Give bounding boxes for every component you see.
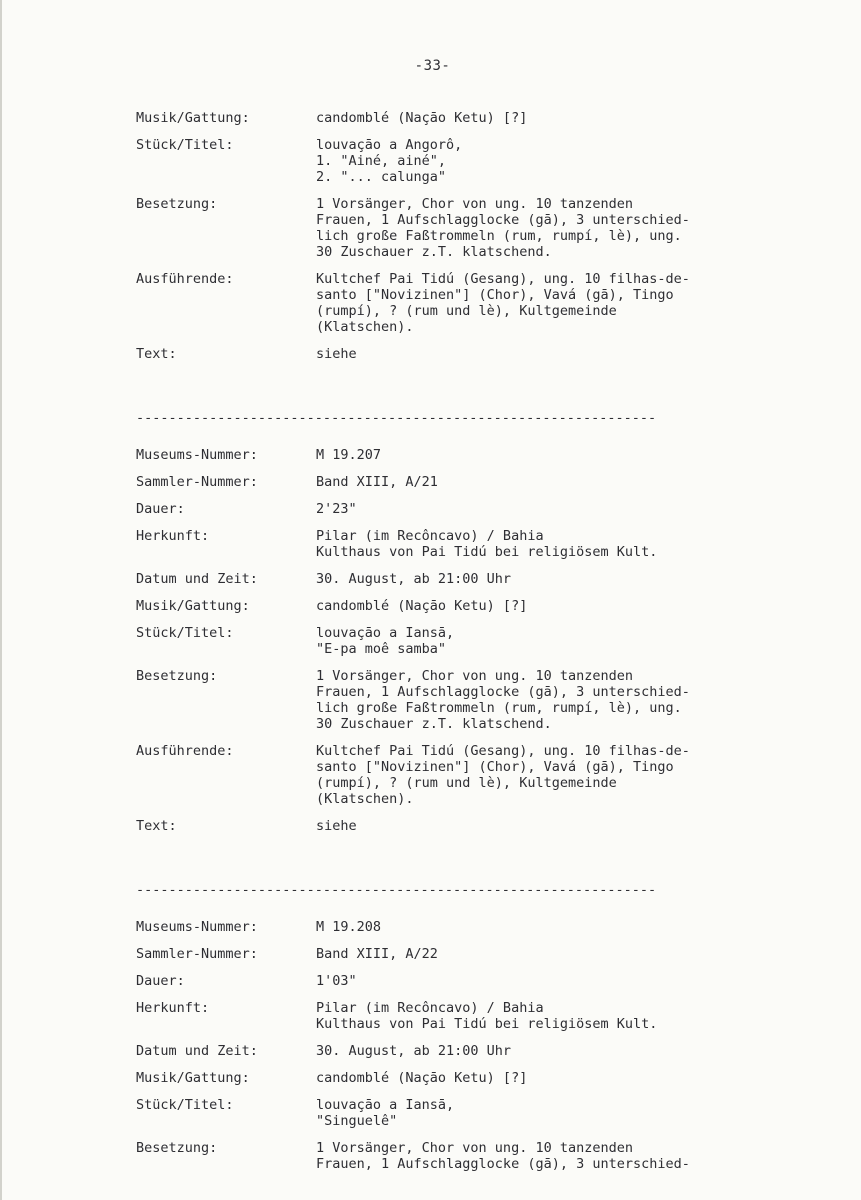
- field-row-text: [136, 346, 816, 362]
- field-value: Band XIII, A/21: [316, 474, 438, 490]
- field-value: 1 Vorsänger, Chor von ung. 10 tanzenden Frauen, 1 Aufschlagglocke (gā), 3 unterschied- lich große Faßtrommeln (rum, rumpí, lè), ung. 30 Zuschauer z.T. klatschend.: [316, 668, 690, 732]
- field-row-instrumentation: [136, 1140, 816, 1172]
- field-value: siehe: [316, 346, 357, 362]
- field-row-title: [136, 625, 816, 657]
- field-label: Text:: [136, 346, 177, 362]
- field-label: Dauer:: [136, 973, 185, 989]
- field-value: siehe: [316, 818, 357, 834]
- field-label: Sammler-Nummer:: [136, 474, 258, 490]
- field-label: Besetzung:: [136, 1140, 218, 1156]
- field-value: Kultchef Pai Tidú (Gesang), ung. 10 filhas-de- santo ["Novizinen"] (Chor), Vavá (gā), Tingo (rumpí), ? (rum und lè), Kultgemeinde (Klatschen).: [316, 271, 690, 335]
- field-row-museum-number: [136, 919, 816, 935]
- field-value: louvaçāo a Angorô, 1. "Ainé, ainé", 2. "... calunga": [316, 137, 463, 185]
- field-label: Ausführende:: [136, 743, 234, 759]
- page-number: -33-: [414, 58, 451, 74]
- field-row-title: [136, 1097, 816, 1129]
- field-label: Datum und Zeit:: [136, 1043, 258, 1059]
- field-row-origin: [136, 528, 816, 560]
- field-label: Herkunft:: [136, 528, 210, 544]
- field-label: Musik/Gattung:: [136, 598, 250, 614]
- field-row-performers: [136, 743, 816, 807]
- field-value: M 19.207: [316, 447, 382, 463]
- field-label: Museums-Nummer:: [136, 447, 258, 463]
- field-label: Sammler-Nummer:: [136, 946, 258, 962]
- field-value: candomblé (Naçāo Ketu) [?]: [316, 1070, 528, 1086]
- field-value: louvaçāo a Iansā, "E-pa moê samba": [316, 625, 455, 657]
- field-value: candomblé (Naçāo Ketu) [?]: [316, 110, 528, 126]
- field-value: 1 Vorsänger, Chor von ung. 10 tanzenden Frauen, 1 Aufschlagglocke (gā), 3 unterschied- lich große Faßtrommeln (rum, rumpí, lè), ung. 30 Zuschauer z.T. klatschend.: [316, 196, 690, 260]
- field-row-genre: [136, 110, 816, 126]
- field-value: Band XIII, A/22: [316, 946, 438, 962]
- catalog-content: [136, 110, 816, 1183]
- field-value: 30. August, ab 21:00 Uhr: [316, 1043, 512, 1059]
- field-row-genre: [136, 598, 816, 614]
- field-value: Pilar (im Recôncavo) / Bahia Kulthaus von Pai Tidú bei religiösem Kult.: [316, 1000, 658, 1032]
- section-separator: ----------------------------------------------------------------: [136, 410, 657, 426]
- field-value: louvaçāo a Iansā, "Singuelê": [316, 1097, 455, 1129]
- catalog-entry: [136, 110, 816, 362]
- field-label: Musik/Gattung:: [136, 110, 250, 126]
- field-label: Stück/Titel:: [136, 137, 234, 153]
- field-value: 1 Vorsänger, Chor von ung. 10 tanzenden Frauen, 1 Aufschlagglocke (gā), 3 unterschied-: [316, 1140, 690, 1172]
- field-row-genre: [136, 1070, 816, 1086]
- field-label: Ausführende:: [136, 271, 234, 287]
- field-row-duration: [136, 973, 816, 989]
- field-row-instrumentation: [136, 196, 816, 260]
- field-value: 2'23": [316, 501, 357, 517]
- field-value: Kultchef Pai Tidú (Gesang), ung. 10 filhas-de- santo ["Novizinen"] (Chor), Vavá (gā), Tingo (rumpí), ? (rum und lè), Kultgemeinde (Klatschen).: [316, 743, 690, 807]
- field-value: Pilar (im Recôncavo) / Bahia Kulthaus von Pai Tidú bei religiösem Kult.: [316, 528, 658, 560]
- field-label: Text:: [136, 818, 177, 834]
- field-row-text: [136, 818, 816, 834]
- field-label: Herkunft:: [136, 1000, 210, 1016]
- field-label: Datum und Zeit:: [136, 571, 258, 587]
- catalog-entry: [136, 919, 816, 1172]
- field-row-performers: [136, 271, 816, 335]
- catalog-entry: [136, 447, 816, 834]
- field-label: Dauer:: [136, 501, 185, 517]
- field-label: Stück/Titel:: [136, 625, 234, 641]
- field-row-collector-number: [136, 474, 816, 490]
- field-row-duration: [136, 501, 816, 517]
- field-value: M 19.208: [316, 919, 382, 935]
- field-label: Besetzung:: [136, 668, 218, 684]
- field-value: 1'03": [316, 973, 357, 989]
- field-label: Besetzung:: [136, 196, 218, 212]
- field-label: Stück/Titel:: [136, 1097, 234, 1113]
- field-value: candomblé (Naçāo Ketu) [?]: [316, 598, 528, 614]
- field-value: 30. August, ab 21:00 Uhr: [316, 571, 512, 587]
- field-row-museum-number: [136, 447, 816, 463]
- field-label: Museums-Nummer:: [136, 919, 258, 935]
- field-row-instrumentation: [136, 668, 816, 732]
- field-row-title: [136, 137, 816, 185]
- field-row-collector-number: [136, 946, 816, 962]
- field-label: Musik/Gattung:: [136, 1070, 250, 1086]
- field-row-date-time: [136, 571, 816, 587]
- field-row-origin: [136, 1000, 816, 1032]
- field-row-date-time: [136, 1043, 816, 1059]
- section-separator: ----------------------------------------------------------------: [136, 882, 657, 898]
